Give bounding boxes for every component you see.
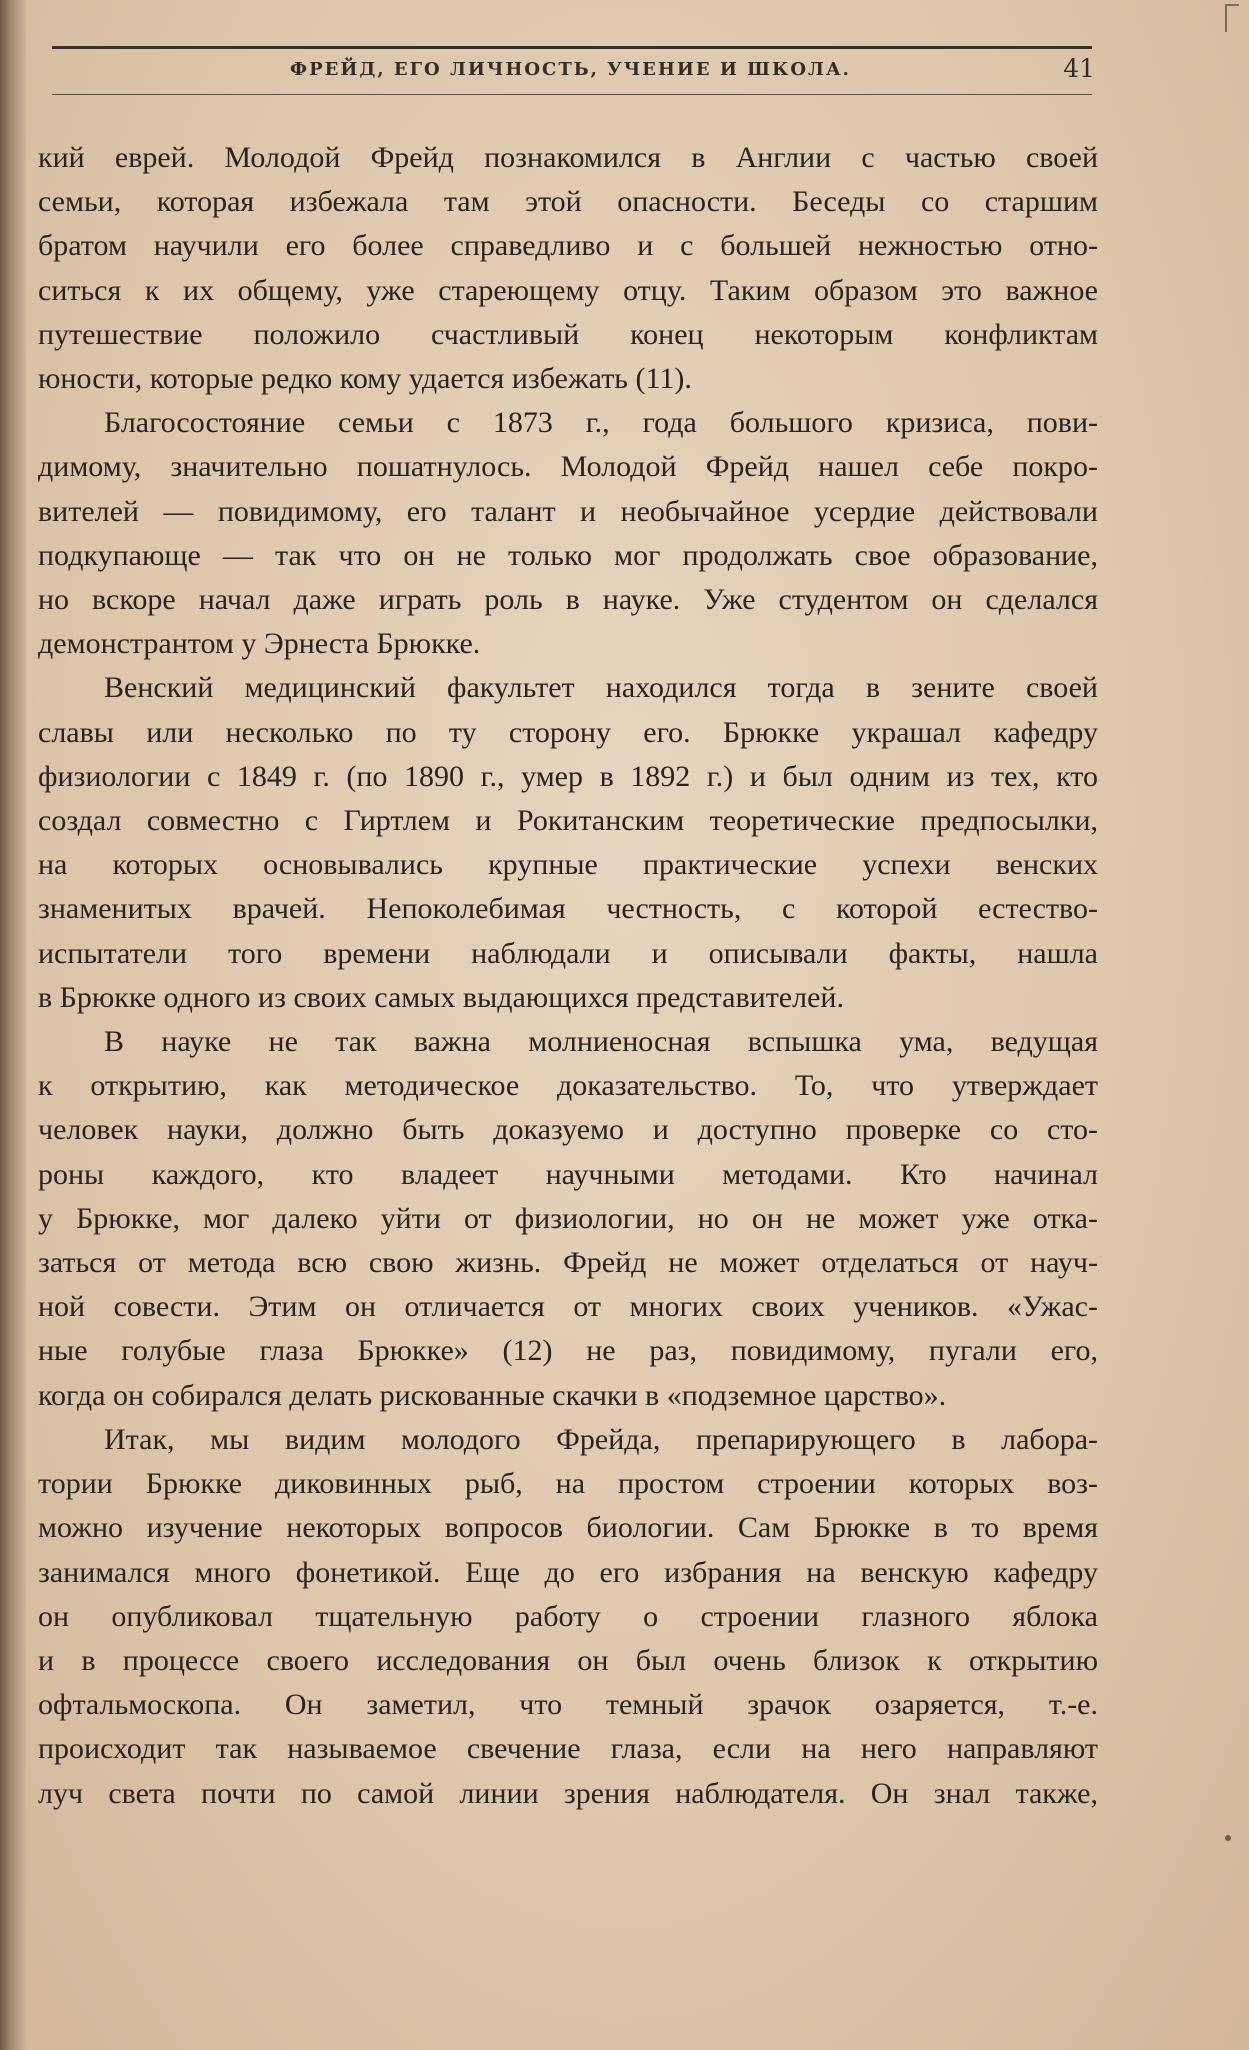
running-head: ФРЕЙД, ЕГО ЛИЧНОСТЬ, УЧЕНИЕ И ШКОЛА. xyxy=(290,59,851,80)
text-line: тории Брюкке диковинных рыб, на простом строении которых воз- xyxy=(38,1467,1098,1501)
text-line: вителей — повидимому, его талант и необычайное усердие действовали xyxy=(38,494,1098,528)
text-line: создал совместно с Гиртлем и Рокитанским теоретические предпосылки, xyxy=(38,804,1098,838)
body-text xyxy=(38,136,1098,1816)
text-line: братом научили его более справедливо и с большей нежностью отно- xyxy=(38,229,1098,263)
text-line: но вскоре начал даже играть роль в науке. Уже студентом он сделался xyxy=(38,583,1098,617)
text-line: демонстрантом у Эрнеста Брюкке. xyxy=(38,627,481,661)
text-line: когда он собирался делать рискованные скачки в «подземное царство». xyxy=(38,1378,947,1412)
text-line: физиологии с 1849 г. (по 1890 г., умер в 1892 г.) и был одним из тех, кто xyxy=(38,759,1098,793)
text-line: и в процессе своего исследования он был очень близок к открытию xyxy=(38,1643,1098,1677)
text-line: юности, которые редко кому удается избежать (11). xyxy=(38,362,692,396)
text-line: В науке не так важна молниеносная вспышка ума, ведущая xyxy=(104,1025,1098,1059)
text-line: Итак, мы видим молодого Фрейда, препарирующего в лабора- xyxy=(104,1422,1098,1456)
text-line: на которых основывались крупные практические успехи венских xyxy=(38,848,1098,882)
text-line: испытатели того времени наблюдали и описывали факты, нашла xyxy=(38,936,1098,970)
text-line: ситься к их общему, уже стареющему отцу. Таким образом это важное xyxy=(38,273,1098,307)
text-line: занимался много фонетикой. Еще до его избрания на венскую кафедру xyxy=(38,1555,1098,1589)
text-line: ной совести. Этим он отличается от многих своих учеников. «Ужас- xyxy=(38,1290,1098,1324)
text-line: подкупающе — так что он не только мог продолжать свое образование, xyxy=(38,538,1098,572)
text-line: к открытию, как методическое доказательство. То, что утверждает xyxy=(38,1069,1098,1103)
corner-mark xyxy=(1225,4,1239,32)
text-line: славы или несколько по ту сторону его. Брюкке украшал кафедру xyxy=(38,715,1098,749)
text-line: роны каждого, кто владеет научными методами. Кто начинал xyxy=(38,1157,1098,1191)
text-line: у Брюкке, мог далеко уйти от физиологии, но он не может уже отка- xyxy=(38,1201,1098,1235)
text-line: семьи, которая избежала там этой опасности. Беседы со старшим xyxy=(38,185,1098,219)
text-line: он опубликовал тщательную работу о строении глазного яблока xyxy=(38,1599,1098,1633)
text-line: знаменитых врачей. Непоколебимая честность, с которой естество- xyxy=(38,892,1098,926)
header-underline xyxy=(52,94,1092,95)
text-line: в Брюкке одного из своих самых выдающихся представителей. xyxy=(38,980,844,1014)
text-line: Венский медицинский факультет находился тогда в зените своей xyxy=(104,671,1098,705)
text-line: луч света почти по самой линии зрения наблюдателя. Он знал также, xyxy=(38,1776,1098,1810)
page-number: 41 xyxy=(1063,54,1095,83)
text-line: ные голубые глаза Брюкке» (12) не раз, повидимому, пугали его, xyxy=(38,1334,1098,1368)
text-line: путешествие положило счастливый конец некоторым конфликтам xyxy=(38,317,1098,351)
paper-speck xyxy=(1225,1835,1231,1841)
text-line: димому, значительно пошатнулось. Молодой Фрейд нашел себе покро- xyxy=(38,450,1098,484)
text-line: заться от метода всю свою жизнь. Фрейд не может отделаться от науч- xyxy=(38,1246,1098,1280)
text-line: человек науки, должно быть доказуемо и доступно проверке со сто- xyxy=(38,1113,1098,1147)
text-line: кий еврей. Молодой Фрейд познакомился в Англии с частью своей xyxy=(38,141,1098,174)
text-line: можно изучение некоторых вопросов биологии. Сам Брюкке в то время xyxy=(38,1511,1098,1545)
text-line: офтальмоскопа. Он заметил, что темный зрачок озаряется, т.-е. xyxy=(38,1688,1098,1722)
text-line: происходит так называемое свечение глаза, если на него направляют xyxy=(38,1732,1098,1766)
book-spine-shadow xyxy=(0,0,26,2050)
text-line: Благосостояние семьи с 1873 г., года большого кризиса, пови- xyxy=(104,406,1098,440)
header-rule xyxy=(52,46,1092,49)
